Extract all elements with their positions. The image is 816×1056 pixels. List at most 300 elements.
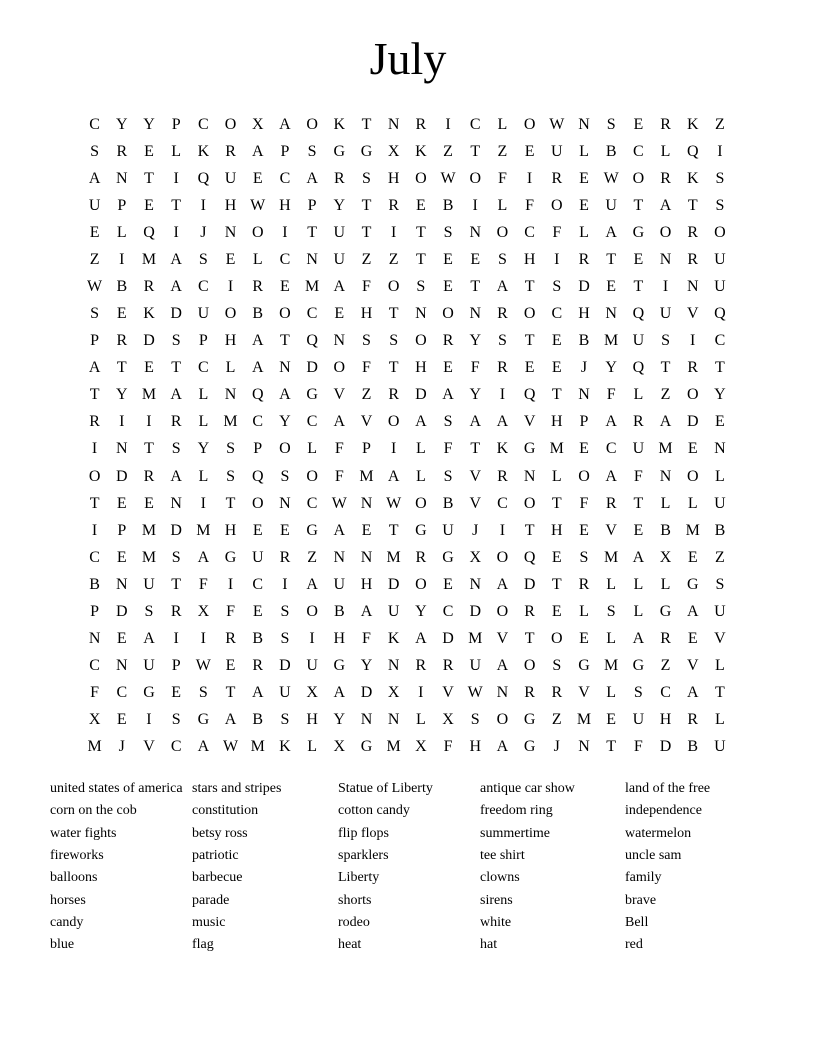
- grid-cell: R: [551, 684, 563, 702]
- grid-cell: V: [360, 413, 373, 431]
- grid-cell: A: [170, 386, 182, 404]
- grid-cell: Q: [143, 223, 155, 241]
- grid-cell: E: [579, 196, 589, 214]
- grid-cell: R: [605, 494, 617, 512]
- grid-cell: L: [579, 223, 589, 241]
- grid-cell: U: [387, 602, 400, 620]
- grid-cell: T: [171, 196, 182, 214]
- grid-cell: S: [307, 142, 317, 160]
- grid-cell: T: [388, 305, 399, 323]
- grid-cell: O: [415, 494, 427, 512]
- grid-cell: F: [606, 386, 616, 404]
- grid-cell: S: [198, 250, 208, 268]
- grid-cell: I: [91, 521, 98, 539]
- grid-cell: T: [551, 386, 562, 404]
- grid-cell: E: [144, 494, 154, 512]
- grid-cell: W: [222, 738, 239, 756]
- grid-cell: M: [658, 440, 673, 458]
- grid-cell: L: [497, 196, 508, 214]
- grid-cell: X: [659, 548, 672, 566]
- grid-cell: U: [143, 657, 155, 675]
- grid-cell: N: [279, 359, 291, 377]
- grid-cell: T: [89, 386, 100, 404]
- grid-cell: G: [360, 738, 373, 756]
- grid-cell: E: [633, 521, 644, 539]
- grid-cell: I: [119, 413, 125, 431]
- grid-cell: E: [524, 359, 535, 377]
- grid-cell: C: [198, 278, 209, 295]
- grid-cell: D: [686, 413, 699, 431]
- grid-cell: T: [606, 250, 617, 268]
- grid-cell: W: [250, 196, 266, 214]
- grid-cell: N: [116, 575, 128, 593]
- grid-cell: O: [251, 494, 264, 512]
- grid-cell: I: [282, 223, 288, 241]
- grid-cell: B: [442, 494, 454, 512]
- word-list-column: [480, 778, 625, 957]
- grid-cell: T: [715, 684, 725, 702]
- grid-cell: L: [633, 386, 644, 404]
- grid-cell: A: [605, 467, 617, 485]
- grid-cell: S: [606, 602, 616, 620]
- grid-cell: Q: [714, 305, 726, 323]
- grid-cell: Y: [333, 196, 346, 214]
- grid-cell: G: [415, 521, 427, 539]
- grid-cell: T: [144, 169, 154, 187]
- grid-cell: S: [171, 711, 181, 729]
- grid-cell: I: [200, 630, 206, 648]
- grid-cell: L: [198, 413, 209, 431]
- grid-cell: A: [632, 630, 645, 648]
- grid-cell: D: [306, 359, 318, 377]
- grid-cell: R: [388, 386, 399, 404]
- grid-cell: I: [282, 575, 288, 593]
- grid-cell: Y: [143, 115, 155, 133]
- grid-cell: Z: [660, 386, 671, 404]
- grid-cell: U: [279, 684, 291, 702]
- grid-cell: C: [551, 305, 563, 323]
- grid-cell: U: [333, 250, 346, 268]
- grid-cell: L: [198, 386, 209, 404]
- grid-cell: K: [333, 115, 346, 133]
- grid-cell: E: [633, 250, 644, 268]
- grid-cell: O: [496, 548, 509, 566]
- grid-cell: D: [523, 575, 536, 593]
- grid-cell: M: [141, 548, 157, 566]
- grid-cell: G: [523, 711, 536, 729]
- grid-cell: E: [579, 440, 589, 458]
- grid-cell: T: [551, 494, 562, 512]
- grid-cell: L: [633, 602, 644, 620]
- grid-cell: V: [605, 521, 617, 539]
- grid-cell: N: [224, 386, 237, 404]
- grid-cell: F: [226, 602, 235, 620]
- grid-cell: L: [687, 494, 698, 512]
- grid-cell: O: [224, 305, 237, 323]
- grid-cell: A: [605, 223, 617, 241]
- grid-cell: O: [415, 169, 427, 187]
- grid-cell: E: [551, 332, 562, 350]
- grid-cell: T: [524, 521, 535, 539]
- grid-cell: C: [524, 223, 535, 241]
- grid-cell: O: [496, 223, 509, 241]
- grid-cell: R: [660, 630, 671, 648]
- grid-cell: N: [415, 305, 427, 323]
- grid-cell: I: [309, 630, 315, 648]
- grid-cell: I: [662, 278, 669, 295]
- grid-cell: N: [686, 278, 699, 295]
- grid-cell: L: [715, 711, 725, 729]
- grid-cell: S: [171, 332, 181, 350]
- grid-cell: N: [360, 711, 373, 729]
- grid-cell: H: [523, 250, 536, 268]
- grid-cell: F: [443, 738, 453, 756]
- grid-cell: M: [468, 630, 483, 648]
- grid-cell: R: [660, 115, 671, 133]
- grid-cell: X: [442, 711, 454, 729]
- grid-cell: X: [197, 602, 210, 620]
- grid-cell: Y: [415, 602, 427, 620]
- word-list-item: flip flops: [338, 825, 389, 841]
- grid-cell: E: [225, 657, 236, 675]
- grid-cell: C: [198, 359, 209, 377]
- grid-cell: L: [660, 575, 671, 593]
- grid-cell: C: [442, 602, 454, 620]
- grid-cell: F: [362, 630, 371, 648]
- word-list-item: betsy ross: [192, 825, 248, 841]
- grid-cell: G: [578, 657, 590, 675]
- grid-cell: Y: [116, 115, 128, 133]
- grid-cell: G: [197, 711, 210, 729]
- grid-cell: L: [415, 440, 426, 458]
- grid-cell: L: [579, 142, 589, 160]
- grid-cell: N: [469, 223, 481, 241]
- grid-cell: E: [551, 359, 562, 377]
- grid-cell: U: [251, 548, 264, 566]
- grid-cell: H: [360, 305, 373, 323]
- grid-cell: V: [333, 386, 346, 404]
- grid-cell: C: [306, 494, 318, 512]
- grid-cell: S: [362, 169, 371, 187]
- grid-cell: O: [686, 467, 699, 485]
- grid-cell: V: [686, 305, 699, 323]
- grid-cell: L: [579, 602, 589, 620]
- grid-cell: T: [361, 196, 372, 214]
- grid-cell: S: [552, 657, 562, 675]
- grid-cell: Q: [251, 467, 264, 485]
- grid-cell: Y: [360, 657, 373, 675]
- grid-cell: A: [415, 630, 427, 648]
- grid-cell: G: [686, 575, 699, 593]
- grid-cell: Q: [632, 359, 645, 377]
- grid-cell: C: [279, 250, 291, 268]
- grid-cell: V: [469, 467, 481, 485]
- grid-cell: E: [579, 630, 589, 648]
- grid-cell: I: [146, 413, 152, 431]
- grid-cell: J: [200, 223, 207, 241]
- grid-cell: T: [415, 223, 426, 241]
- grid-cell: P: [362, 440, 371, 458]
- grid-cell: C: [89, 548, 100, 566]
- grid-cell: T: [524, 278, 535, 295]
- grid-cell: X: [251, 115, 264, 133]
- grid-cell: L: [171, 142, 182, 160]
- grid-cell: O: [686, 386, 699, 404]
- grid-cell: F: [198, 575, 208, 593]
- grid-cell: O: [496, 711, 509, 729]
- grid-cell: S: [171, 440, 181, 458]
- grid-cell: R: [225, 630, 236, 648]
- grid-cell: B: [660, 521, 671, 539]
- grid-cell: T: [116, 359, 127, 377]
- grid-cell: N: [333, 332, 346, 350]
- grid-cell: A: [496, 657, 509, 675]
- grid-cell: R: [497, 305, 508, 323]
- word-list-item: summertime: [480, 825, 550, 841]
- grid-cell: A: [279, 386, 291, 404]
- word-list-item: hat: [480, 937, 498, 953]
- grid-cell: S: [443, 223, 453, 241]
- grid-cell: U: [551, 142, 563, 160]
- grid-cell: U: [632, 440, 645, 458]
- grid-cell: T: [280, 332, 290, 350]
- grid-cell: E: [415, 196, 426, 214]
- grid-cell: U: [714, 278, 726, 295]
- grid-cell: F: [334, 467, 344, 485]
- grid-cell: I: [499, 386, 506, 404]
- grid-cell: D: [415, 386, 427, 404]
- grid-cell: O: [88, 467, 101, 485]
- grid-cell: X: [387, 142, 400, 160]
- word-list-column: [338, 778, 480, 957]
- grid-cell: B: [714, 521, 726, 539]
- grid-cell: M: [141, 250, 157, 268]
- grid-cell: D: [469, 602, 481, 620]
- grid-cell: E: [225, 250, 236, 268]
- word-list-item: blue: [50, 937, 75, 953]
- grid-cell: N: [578, 115, 590, 133]
- grid-cell: N: [659, 250, 672, 268]
- word-list-item: independence: [625, 803, 702, 819]
- grid-cell: D: [143, 332, 155, 350]
- grid-cell: A: [170, 250, 182, 268]
- grid-cell: M: [304, 278, 320, 295]
- grid-cell: Z: [551, 711, 562, 729]
- grid-cell: F: [443, 440, 453, 458]
- grid-cell: R: [524, 602, 535, 620]
- grid-cell: F: [362, 278, 371, 295]
- grid-cell: K: [143, 305, 155, 323]
- grid-cell: S: [606, 115, 616, 133]
- grid-cell: Q: [306, 332, 318, 350]
- grid-cell: T: [633, 196, 644, 214]
- grid-cell: E: [144, 359, 154, 377]
- grid-cell: H: [224, 332, 237, 350]
- grid-cell: L: [633, 575, 644, 593]
- grid-cell: P: [117, 521, 127, 539]
- grid-cell: W: [331, 494, 347, 512]
- grid-cell: E: [443, 359, 453, 377]
- grid-cell: R: [415, 115, 427, 133]
- word-list-item: stars and stripes: [192, 781, 282, 796]
- grid-cell: S: [226, 467, 235, 485]
- grid-cell: G: [333, 142, 346, 160]
- grid-cell: Z: [307, 548, 317, 566]
- grid-cell: Q: [686, 142, 699, 160]
- grid-cell: R: [497, 359, 508, 377]
- grid-cell: P: [90, 332, 100, 350]
- grid-cell: O: [224, 115, 237, 133]
- word-list-item: flag: [192, 937, 214, 953]
- grid-cell: O: [523, 305, 536, 323]
- grid-cell: I: [390, 223, 397, 241]
- grid-cell: H: [469, 738, 481, 756]
- grid-cell: A: [659, 413, 672, 431]
- grid-cell: L: [660, 142, 671, 160]
- grid-cell: R: [252, 657, 264, 675]
- grid-cell: P: [253, 440, 263, 458]
- grid-cell: G: [143, 684, 155, 702]
- grid-cell: T: [225, 494, 236, 512]
- grid-cell: R: [687, 223, 699, 241]
- grid-cell: R: [415, 657, 427, 675]
- grid-cell: S: [280, 711, 290, 729]
- grid-cell: E: [606, 711, 617, 729]
- grid-cell: U: [333, 575, 346, 593]
- grid-cell: A: [197, 548, 210, 566]
- grid-cell: Y: [116, 386, 128, 404]
- grid-cell: D: [360, 684, 373, 702]
- grid-cell: H: [578, 305, 590, 323]
- grid-cell: E: [280, 521, 290, 539]
- word-list-item: constitution: [192, 803, 259, 819]
- grid-cell: E: [116, 305, 127, 323]
- grid-cell: X: [415, 738, 427, 756]
- grid-cell: I: [91, 440, 98, 458]
- grid-cell: T: [633, 494, 644, 512]
- grid-cell: T: [361, 223, 372, 241]
- grid-cell: N: [116, 440, 128, 458]
- grid-cell: E: [524, 142, 535, 160]
- word-list-item: horses: [50, 892, 86, 908]
- grid-cell: G: [224, 548, 237, 566]
- grid-cell: U: [224, 169, 237, 187]
- grid-cell: T: [633, 278, 644, 295]
- grid-cell: K: [197, 142, 210, 160]
- grid-cell: L: [252, 250, 263, 268]
- word-list-column: [625, 778, 765, 957]
- grid-cell: A: [251, 142, 264, 160]
- grid-cell: Q: [523, 548, 536, 566]
- grid-cell: M: [141, 386, 157, 404]
- grid-cell: O: [415, 332, 427, 350]
- grid-cell: O: [578, 467, 590, 485]
- grid-cell: H: [415, 359, 427, 377]
- grid-cell: X: [387, 684, 400, 702]
- grid-cell: D: [659, 738, 672, 756]
- grid-cell: C: [89, 657, 100, 675]
- grid-cell: A: [333, 521, 346, 539]
- grid-cell: R: [143, 278, 155, 295]
- grid-cell: K: [496, 440, 509, 458]
- grid-cell: N: [333, 548, 346, 566]
- grid-cell: N: [387, 115, 400, 133]
- grid-cell: Z: [443, 142, 453, 160]
- grid-cell: E: [116, 630, 127, 648]
- grid-cell: I: [227, 575, 234, 593]
- grid-cell: L: [307, 440, 317, 458]
- grid-cell: R: [143, 467, 155, 485]
- grid-cell: S: [90, 142, 100, 160]
- word-list-item: land of the free: [625, 781, 711, 796]
- word-list-item: heat: [338, 937, 362, 953]
- grid-cell: S: [715, 169, 725, 187]
- grid-cell: P: [280, 142, 290, 160]
- word-list-column: [50, 778, 192, 957]
- grid-cell: L: [415, 711, 426, 729]
- grid-cell: E: [252, 521, 263, 539]
- grid-cell: M: [386, 738, 401, 756]
- grid-cell: G: [306, 521, 318, 539]
- grid-cell: R: [633, 413, 644, 431]
- grid-cell: T: [470, 440, 481, 458]
- grid-cell: D: [170, 305, 182, 323]
- grid-cell: A: [469, 413, 481, 431]
- grid-cell: F: [579, 494, 589, 512]
- grid-cell: S: [171, 548, 181, 566]
- grid-cell: L: [606, 630, 617, 648]
- word-list-item: clowns: [480, 870, 520, 886]
- grid-cell: E: [116, 494, 127, 512]
- grid-cell: A: [605, 413, 617, 431]
- grid-cell: T: [524, 630, 535, 648]
- grid-cell: A: [224, 711, 237, 729]
- grid-cell: U: [469, 657, 481, 675]
- grid-cell: H: [333, 630, 346, 648]
- grid-cell: R: [89, 413, 100, 431]
- grid-cell: T: [470, 278, 481, 295]
- grid-cell: U: [659, 305, 672, 323]
- grid-cell: T: [171, 575, 182, 593]
- grid-cell: S: [470, 711, 480, 729]
- grid-cell: S: [144, 602, 154, 620]
- grid-cell: R: [524, 684, 535, 702]
- grid-cell: L: [116, 223, 127, 241]
- grid-cell: X: [469, 548, 481, 566]
- grid-cell: W: [440, 169, 456, 187]
- grid-cell: T: [687, 196, 698, 214]
- grid-cell: U: [714, 250, 726, 268]
- grid-cell: D: [116, 467, 128, 485]
- grid-cell: M: [196, 521, 211, 539]
- grid-cell: S: [552, 278, 562, 295]
- grid-cell: Z: [660, 657, 671, 675]
- grid-cell: H: [279, 196, 291, 214]
- grid-cell: G: [306, 386, 318, 404]
- grid-cell: F: [90, 684, 100, 702]
- word-list-item: united states of america: [50, 781, 183, 796]
- grid-cell: C: [633, 142, 644, 160]
- grid-cell: N: [360, 494, 373, 512]
- grid-cell: B: [442, 196, 454, 214]
- grid-cell: R: [660, 169, 671, 187]
- grid-cell: E: [687, 440, 698, 458]
- word-list-item: balloons: [50, 870, 98, 886]
- grid-cell: M: [604, 332, 619, 350]
- grid-cell: L: [715, 467, 725, 485]
- grid-cell: P: [171, 657, 181, 675]
- grid-cell: U: [632, 711, 645, 729]
